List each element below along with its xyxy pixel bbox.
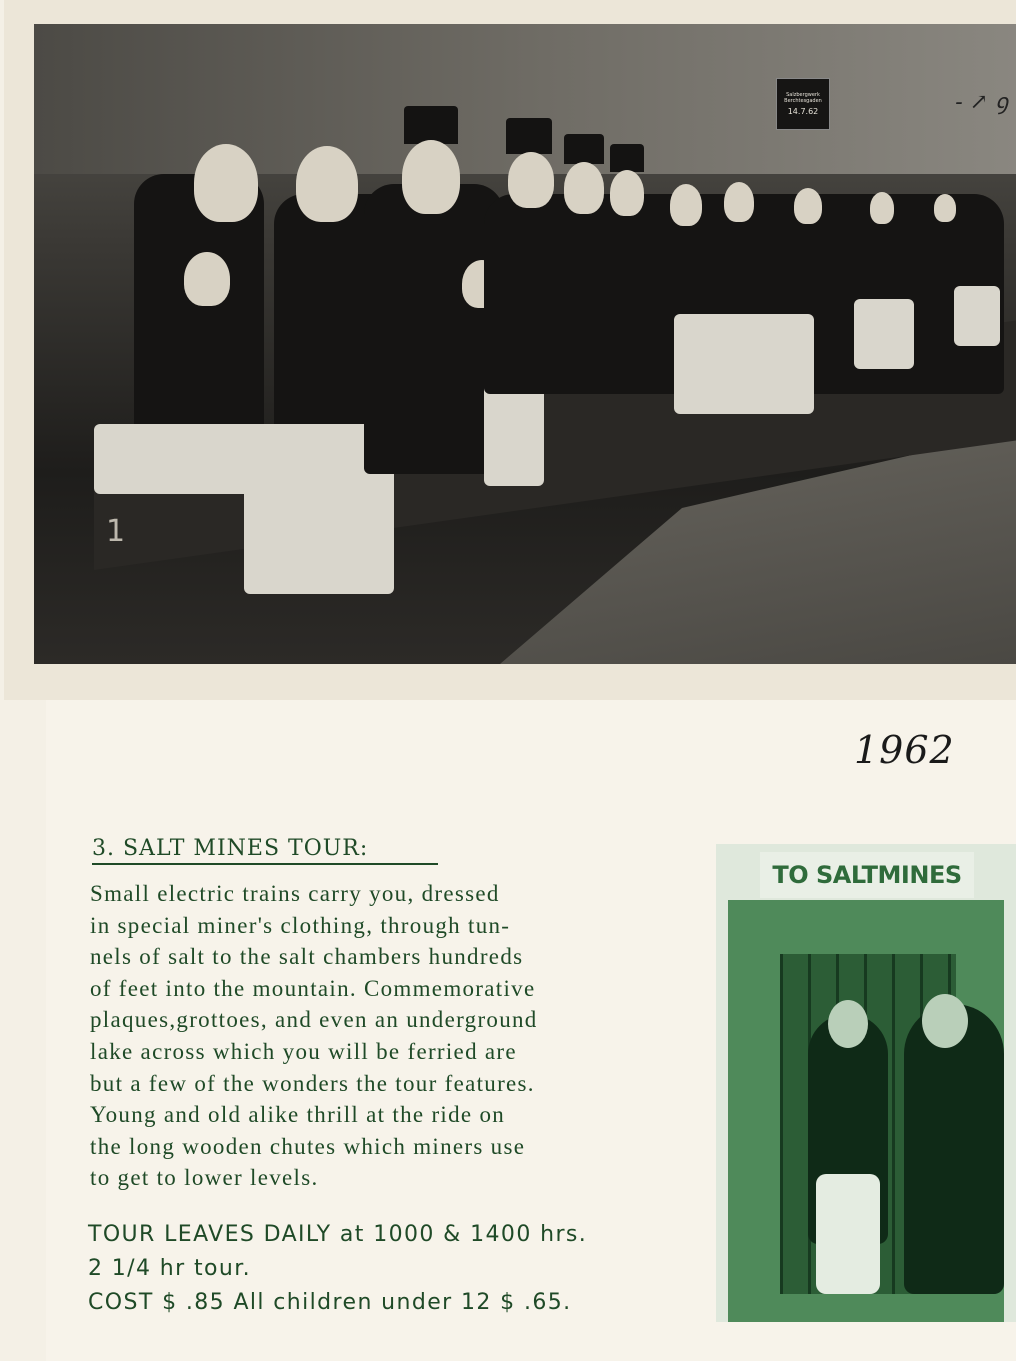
body-line: Young and old alike thrill at the ride on [90,1102,506,1128]
visitor-face [922,994,968,1048]
body-line: nels of salt to the salt chambers hundreds [90,944,524,970]
child-face [184,252,230,306]
handwritten-year: 1962 [854,728,955,772]
rider-face [794,188,822,224]
body-line: lake across which you will be ferried are [90,1038,517,1064]
section-heading-text: 3. SALT MINES TOUR: [92,836,369,861]
saltmines-banner: TO SALTMINES [760,852,974,898]
tour-schedule: TOUR LEAVES DAILY at 1000 & 1400 hrs. [88,1222,588,1247]
rider-face [564,162,604,214]
mine-date-sign [776,78,830,130]
tour-description [90,878,680,1194]
miner-hat [506,118,552,154]
rider-trousers [954,286,1000,346]
train-number: 1 [106,514,126,549]
rider-face [610,170,644,216]
body-line: to get to lower levels. [90,1165,319,1191]
body-line: in special miner's clothing, through tun- [90,912,511,938]
sign-date: 14.7.62 [787,106,819,116]
rider-face [194,144,258,222]
body-line: of feet into the mountain. Commemorative [90,975,536,1001]
sign-line: Berchtesgaden [784,97,822,104]
rider-face [296,146,358,222]
rider-face [724,182,754,222]
rider-face [934,194,956,222]
miner-hat [564,134,604,164]
rider-face [402,140,460,214]
body-line: plaques,grottoes, and even an underground [90,1007,538,1033]
body-line: Small electric trains carry you, dressed [90,881,500,906]
rider-figure [364,184,504,474]
tour-info [88,1218,708,1320]
salt-mine-train-photo [34,24,1016,664]
visitor-face [828,1000,868,1048]
rider-face [670,184,702,226]
saltmines-entrance-photo [716,844,1016,1322]
rider-trousers [674,314,814,414]
visitor-trousers [816,1174,880,1294]
visitor-figure [904,1004,1004,1294]
rider-trousers [854,299,914,369]
miner-hat [404,106,458,144]
tour-duration: 2 1/4 hr tour. [88,1256,252,1281]
section-heading [92,836,438,865]
miner-hat [610,144,644,172]
tour-cost: COST $ .85 All children under 12 $ .65. [88,1290,572,1315]
body-line: but a few of the wonders the tour features. [90,1070,535,1096]
body-line: the long wooden chutes which miners use [90,1133,526,1159]
photo-card [4,0,1016,700]
pen-mark: - ↗ ꝯ [955,90,1008,115]
heading-underline [92,863,438,865]
rider-face [870,192,894,224]
rider-face [508,152,554,208]
sign-line: Salzbergwerk [786,91,820,98]
